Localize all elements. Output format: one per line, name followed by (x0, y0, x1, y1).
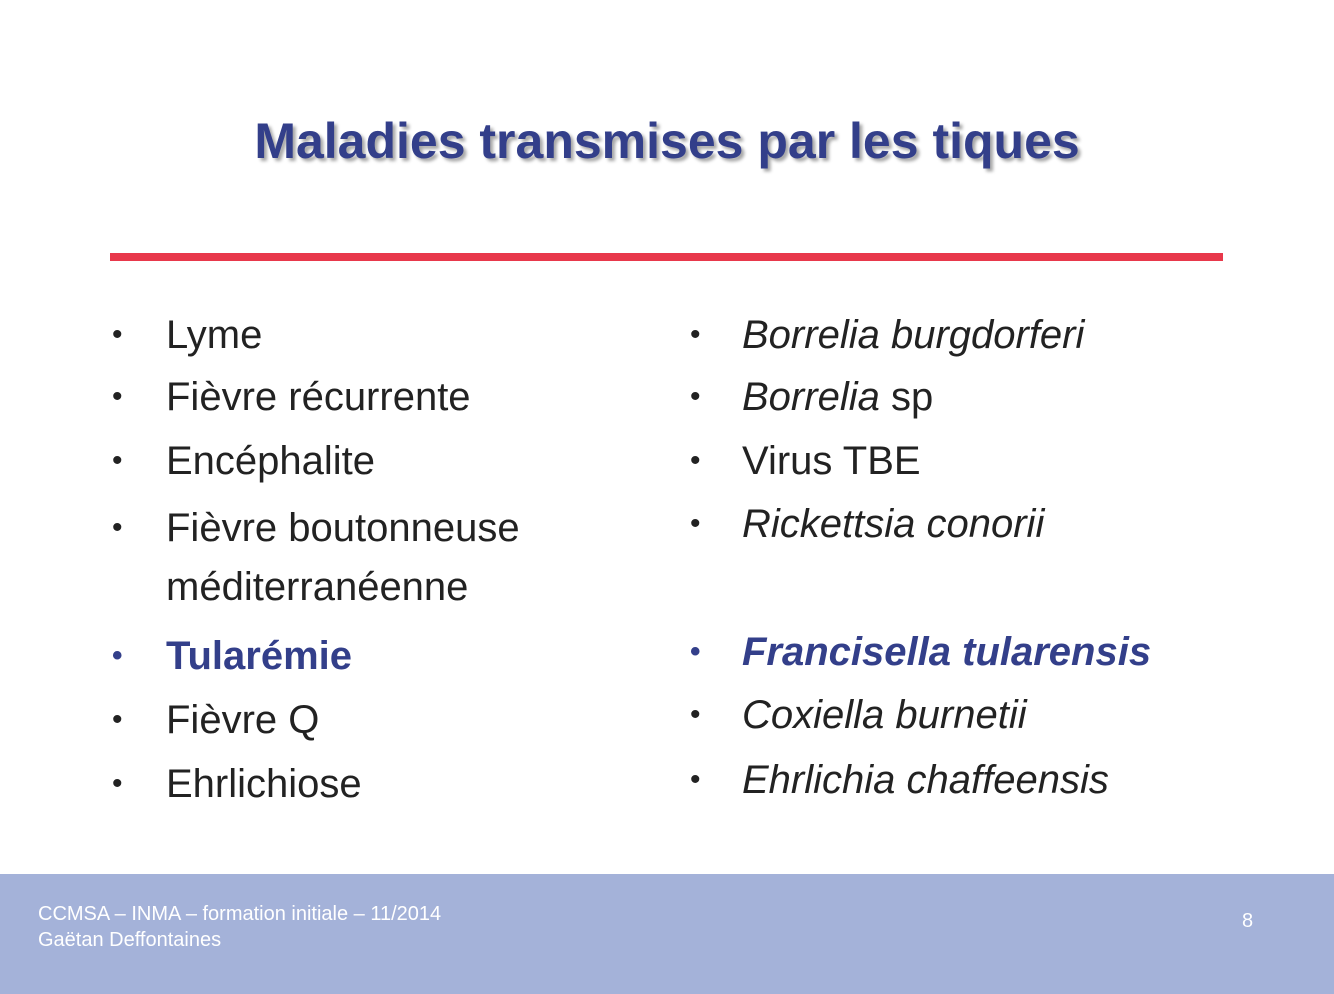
bullet-icon: • (112, 444, 123, 477)
title-divider (110, 253, 1223, 261)
bullet-text (742, 751, 1109, 809)
bullet-icon: • (690, 444, 701, 477)
bullet-text: Ehrlichiose (166, 762, 362, 806)
bullet-icon: • (690, 507, 701, 540)
bullet-icon: • (112, 511, 123, 544)
bullet-text (742, 306, 1084, 364)
bullet-icon: • (690, 763, 701, 796)
bullet-icon: • (690, 698, 701, 731)
organism-name: Ehrlichia chaffeensis (742, 758, 1109, 802)
organism-name: Coxiella burnetii (742, 693, 1027, 737)
slide-title: Maladies transmises par les tiques (254, 113, 1080, 169)
bullet-icon: • (112, 639, 123, 672)
bullet-text (742, 432, 921, 490)
organism-suffix: Virus TBE (742, 439, 921, 483)
bullet-icon: • (690, 318, 701, 351)
page-number: 8 (1242, 910, 1254, 932)
slide-footer (0, 874, 1334, 994)
bullet-icon: • (112, 767, 123, 800)
bullet-icon: • (112, 318, 123, 351)
bullet-text: Fièvre Q (166, 698, 320, 742)
footer-organization: CCMSA – INMA – formation initiale – 11/2014 (38, 903, 442, 925)
bullet-text: Lyme (166, 313, 263, 357)
organism-name: Francisella tularensis (742, 630, 1152, 674)
bullet-icon: • (112, 703, 123, 736)
organism-name: Rickettsia conorii (742, 502, 1045, 546)
bullet-text (742, 495, 1044, 553)
bullet-text: Tularémie (166, 634, 352, 678)
organism-name: Borrelia (742, 375, 880, 419)
bullet-icon: • (690, 380, 701, 413)
footer-author: Gaëtan Deffontaines (38, 929, 222, 951)
bullet-text: Encéphalite (166, 439, 376, 483)
bullet-text: Fièvre récurrente (166, 375, 471, 419)
organism-name: Borrelia burgdorferi (742, 313, 1085, 357)
bullet-text (742, 686, 1027, 744)
bullet-text-continuation: méditerranéenne (166, 565, 469, 609)
bullet-text (742, 623, 1151, 681)
bullet-icon: • (112, 380, 123, 413)
bullet-text (742, 368, 933, 426)
bullet-icon: • (690, 635, 701, 668)
bullet-text: Fièvre boutonneuse (166, 506, 520, 550)
organism-suffix: sp (879, 375, 934, 419)
